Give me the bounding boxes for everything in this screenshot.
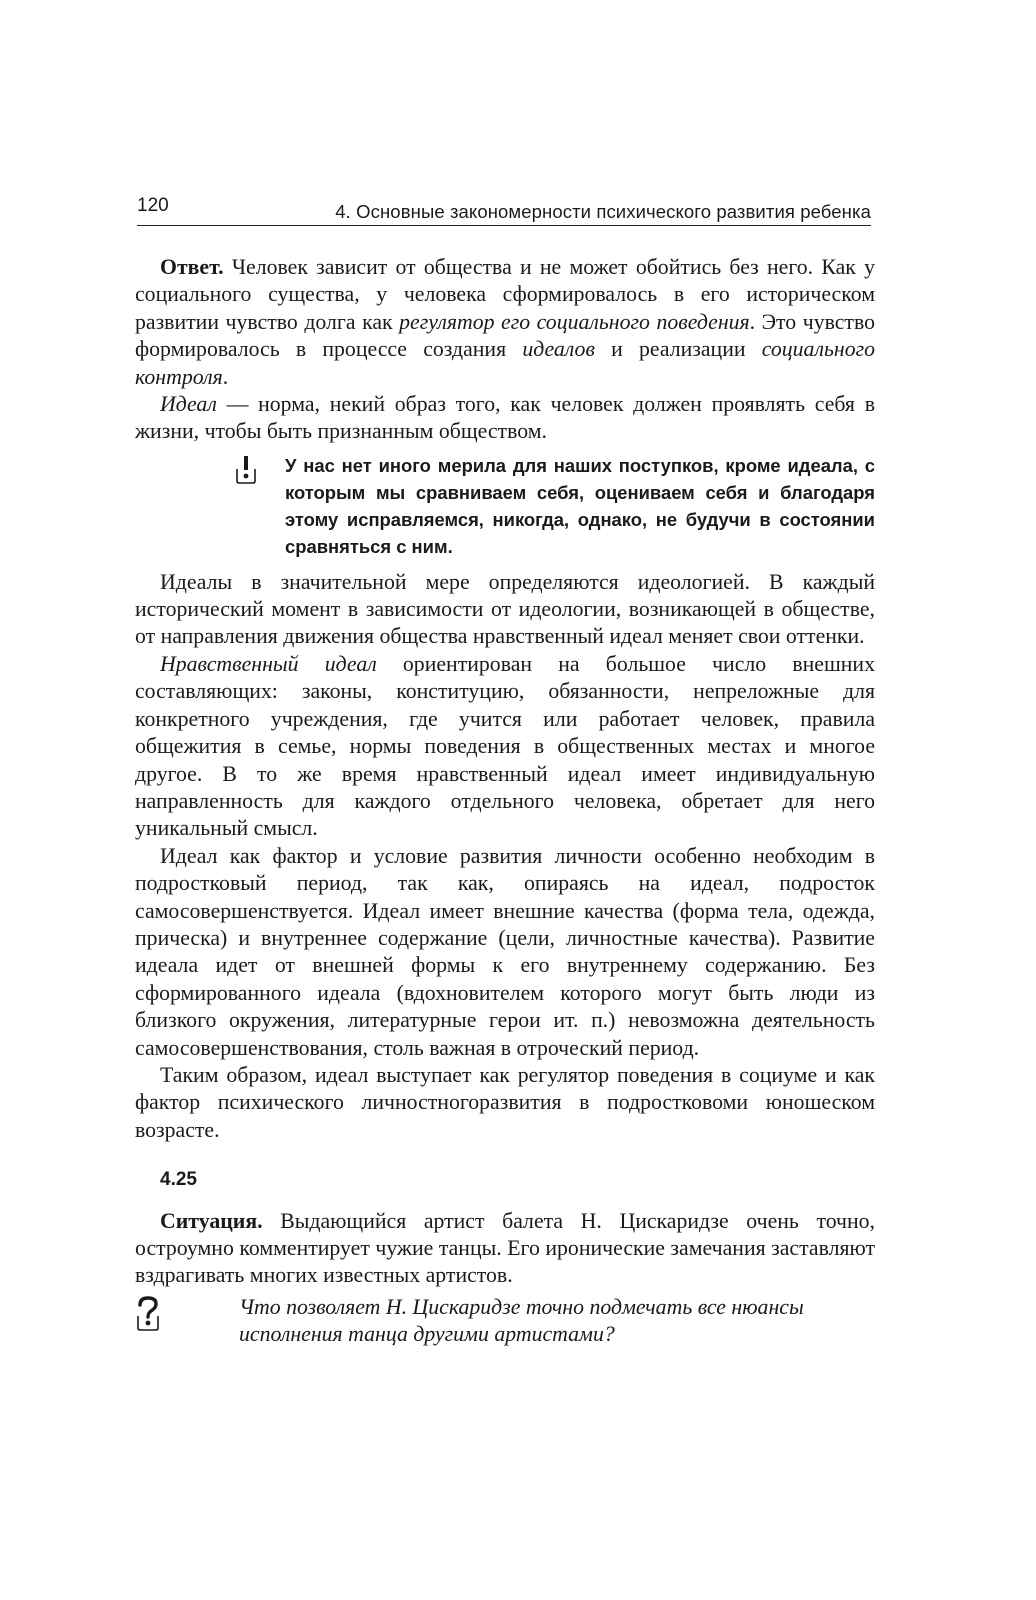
paragraph: Таким образом, идеал выступает как регулятор поведения в социуме и как фактор психического личностногоразвития в подростковоми юношеском возрасте. — [135, 1062, 875, 1142]
paragraph: Идеалы в значительной мере определяются идеологией. В каждый исторический момент в зависимости от идеологии, возникающей в обществе, от направления движения общества нравственный идеал меняет свои оттенки. — [135, 569, 875, 649]
situation-paragraph — [135, 1208, 875, 1290]
answer-paragraph — [135, 254, 875, 391]
paragraph: Идеал как фактор и условие развития личности особенно необходим в подростковый период, так как, опираясь на идеал, подросток самосовершенствуется. Идеал имеет внешние качества (форма тела, одежда, прическа) и внутреннее содержание (цели, личностные качества). Развитие идеала идет от внешней формы к его внутреннему содержанию. Без сформированного идеала (вдохновителем которого могут быть люди из близкого окружения, литературные герои ит. п.) невозможна деятельность самосовершенствования, столь важная в отроческий период. — [135, 843, 875, 1060]
quote-text: У нас нет иного мерила для наших поступков, кроме идеала, с которым мы сравниваем себя, оцениваем себя и благодаря этому исправляемся, никогда, однако, не будучи в состоянии сравняться с ним. — [285, 454, 875, 558]
moral-ideal-term: Нравственный идеал — [160, 651, 377, 676]
quote-note — [135, 452, 875, 561]
answer-text: . — [222, 364, 229, 389]
page-body — [135, 254, 875, 1349]
situation-text: Выдающийся артист балета Н. Цискаридзе очень точно, остроумно комментирует чужие танцы. Его иронические замечания заставляют вздрагивать многих известных артистов. — [135, 1208, 875, 1288]
section-number: 4.25 — [160, 1169, 197, 1191]
answer-italic-1: регулятор его социального поведения — [399, 309, 750, 334]
running-title: 4. Основные закономерности психического развития ребенка — [335, 201, 871, 222]
situation-label: Ситуация. — [160, 1208, 263, 1233]
question-text: Что позволяет Н. Цискаридзе точно подмечать все нюансы исполнения танца другими артистами? — [239, 1294, 804, 1347]
ideal-definition — [135, 391, 875, 446]
ideal-definition-text: — норма, некий образ того, как человек должен проявлять себя в жизни, чтобы быть признанным обществом. — [135, 392, 875, 444]
page-number: 120 — [137, 195, 169, 216]
question-block — [135, 1294, 875, 1349]
exclamation-icon — [235, 456, 257, 484]
answer-italic-2: идеалов — [522, 337, 595, 362]
answer-text: Человек зависит от общества и не может обойтись без него. Как у социального существа, у человека сформировалось в его историческом развитии чувство долга как — [135, 255, 875, 334]
question-icon — [135, 1296, 161, 1332]
answer-label: Ответ. — [160, 255, 224, 279]
paragraph-text: ориентирован на большое число внешних составляющих: законы, конституцию, обязанности, непреложные для конкретного учреждения, где учится или работает человек, правила общежития в семье, нормы поведения в общественных местах и многое другое. В то же время нравственный идеал имеет индивидуальную направленность для каждого отдельного человека, обретает для него уникальный смысл. — [135, 651, 875, 841]
paragraph — [135, 651, 875, 843]
answer-text: . Это чувство формировалось в процессе создания — [135, 309, 875, 362]
answer-italic-3: социального контроля — [135, 337, 875, 389]
ideal-term: Идеал — [160, 392, 217, 417]
answer-text: и реализации — [594, 337, 762, 362]
page-header — [137, 193, 871, 226]
